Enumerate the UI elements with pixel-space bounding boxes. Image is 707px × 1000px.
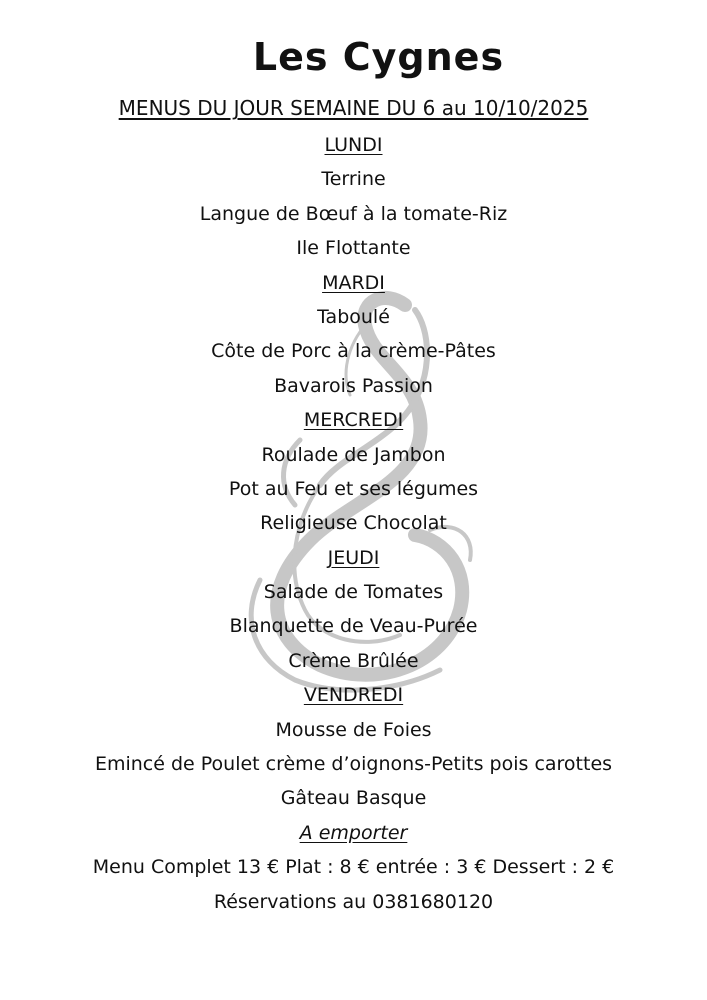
takeaway-heading: A emporter: [299, 821, 408, 844]
dish-main: Côte de Porc à la crème-Pâtes: [211, 340, 496, 363]
day-heading-monday: LUNDI: [324, 134, 383, 156]
dish-main: Blanquette de Veau-Purée: [229, 615, 478, 638]
dish-starter: Taboulé: [317, 305, 390, 328]
dish-starter: Terrine: [321, 168, 386, 191]
day-heading-thursday: JEUDI: [327, 546, 380, 569]
dish-dessert: Ile Flottante: [296, 237, 411, 260]
day-heading-tuesday: MARDI: [322, 271, 385, 294]
day-heading-wednesday: MERCREDI: [303, 409, 404, 432]
dish-starter: Roulade de Jambon: [261, 443, 446, 466]
dish-main: Emincé de Poulet crème d’oignons-Petits pois carottes: [94, 753, 613, 776]
reservation-info: Réservations au 0381680120: [213, 890, 494, 913]
dish-main: Pot au Feu et ses légumes: [228, 477, 479, 500]
dish-dessert: Gâteau Basque: [280, 787, 427, 810]
dish-starter: Mousse de Foies: [275, 718, 432, 741]
page-subtitle: MENUS DU JOUR SEMAINE DU 6 au 10/10/2025: [118, 96, 589, 120]
dish-dessert: Religieuse Chocolat: [260, 512, 447, 535]
takeaway-prices: Menu Complet 13 € Plat : 8 € entrée : 3 € Dessert : 2 €: [92, 856, 615, 879]
dish-dessert: Crème Brûlée: [288, 649, 419, 672]
dish-main: Langue de Bœuf à la tomate-Riz: [199, 202, 508, 225]
day-heading-friday: VENDREDI: [303, 684, 404, 707]
weekly-menu: [0, 128, 707, 919]
page-title: Les Cygnes: [252, 35, 505, 79]
dish-starter: Salade de Tomates: [263, 581, 444, 604]
dish-dessert: Bavarois Passion: [274, 374, 433, 397]
